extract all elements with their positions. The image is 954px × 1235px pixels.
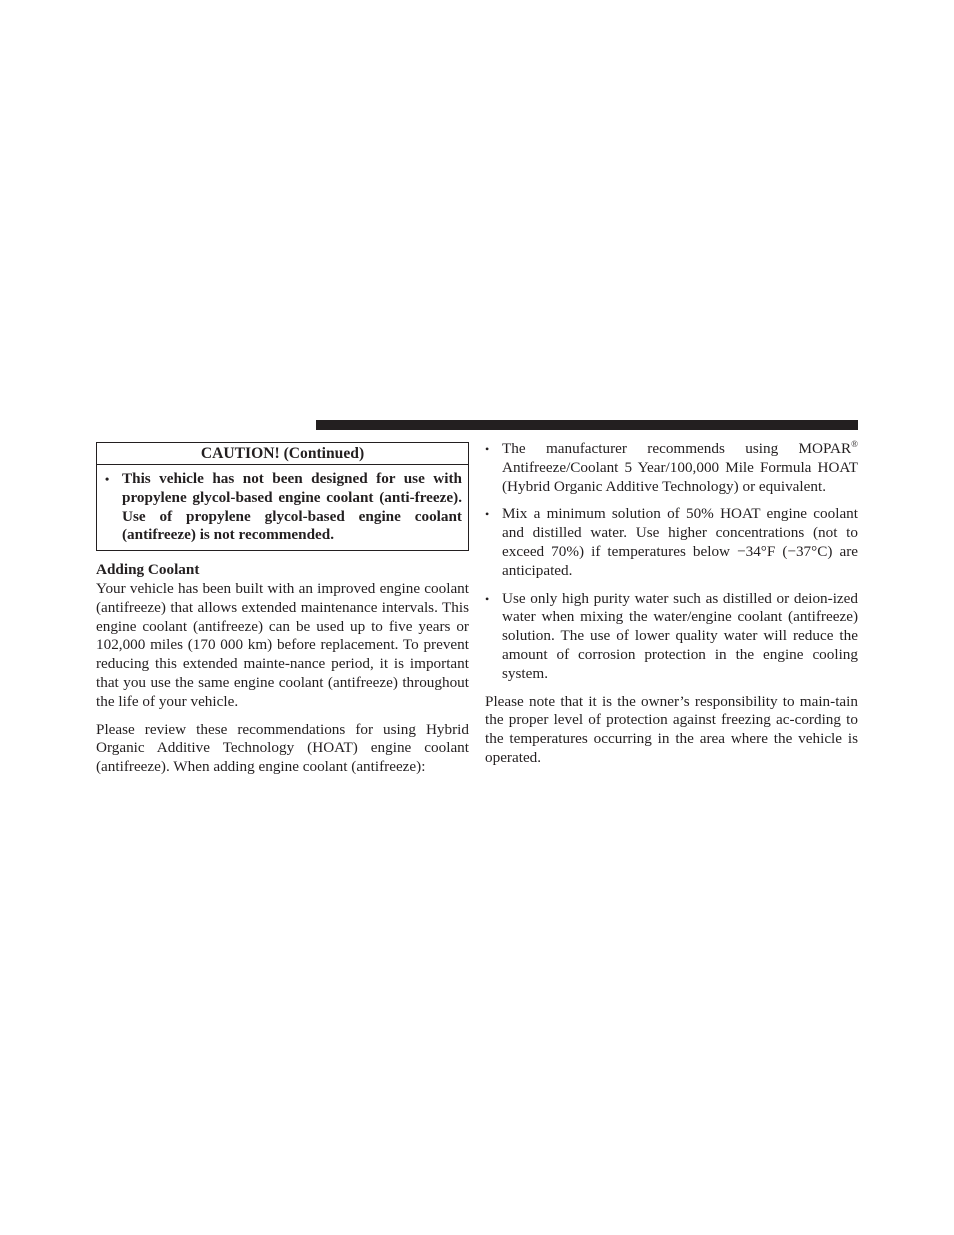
recommendation-text-2: Mix a minimum solution of 50% HOAT engine coolant and distilled water. Use higher concentrations (not to exceed 70%) if temperatures below −34°F (−37°C) are anticipated.	[502, 505, 858, 579]
recommendation-item-2	[485, 505, 858, 580]
bullet-icon: •	[105, 472, 110, 486]
bullet-icon: •	[485, 591, 490, 606]
bullet-icon: •	[485, 442, 490, 456]
caution-box	[96, 442, 469, 551]
recommendation-item-3	[485, 590, 858, 684]
caution-title: CAUTION! (Continued)	[97, 443, 468, 465]
right-column	[485, 440, 858, 777]
recommendation-text-1	[502, 440, 858, 496]
header-rule	[316, 420, 858, 430]
adding-coolant-paragraph-1: Your vehicle has been built with an improved engine coolant (antifreeze) that allows extended maintenance intervals. This engine coolant (antifreeze) can be used up to five years or 102,000 miles (170 000 km) before replacement. To prevent reducing this extended mainte-nance period, it is important that you use the same engine coolant (antifreeze) throughout the life of your vehicle.	[96, 579, 469, 710]
left-column	[96, 440, 469, 786]
caution-body	[97, 465, 468, 550]
registered-mark: ®	[851, 438, 858, 449]
bullet-icon: •	[485, 507, 490, 522]
recommendation-item-1	[485, 440, 858, 496]
recommendation-text-1-end: Antifreeze/Coolant 5 Year/100,000 Mile Formula HOAT (Hybrid Organic Additive Technology) or equivalent.	[502, 458, 858, 495]
recommendation-text-1-start: The manufacturer recommends using MOPAR	[502, 440, 852, 457]
caution-bullet-text: This vehicle has not been designed for use with propylene glycol-based engine coolant (anti-freeze). Use of propylene glycol-based engine coolant (antifreeze) is not recommended.	[122, 470, 462, 544]
adding-coolant-paragraph-2: Please review these recommendations for using Hybrid Organic Additive Technology (HOAT) engine coolant (antifreeze). When adding engine coolant (antifreeze):	[96, 720, 469, 776]
closing-paragraph: Please note that it is the owner’s responsibility to main-tain the proper level of protection against freezing ac-cording to the temperatures occurring in the area where the vehicle is operated.	[485, 692, 858, 766]
caution-bullet-item	[105, 470, 462, 545]
section-heading-adding-coolant: Adding Coolant	[96, 561, 200, 579]
recommendation-text-3: Use only high purity water such as distilled or deion-ized water when mixing the water/engine coolant (antifreeze) solution. The use of lower quality water will reduce the amount of corrosion protection in the engine cooling system.	[502, 589, 858, 682]
